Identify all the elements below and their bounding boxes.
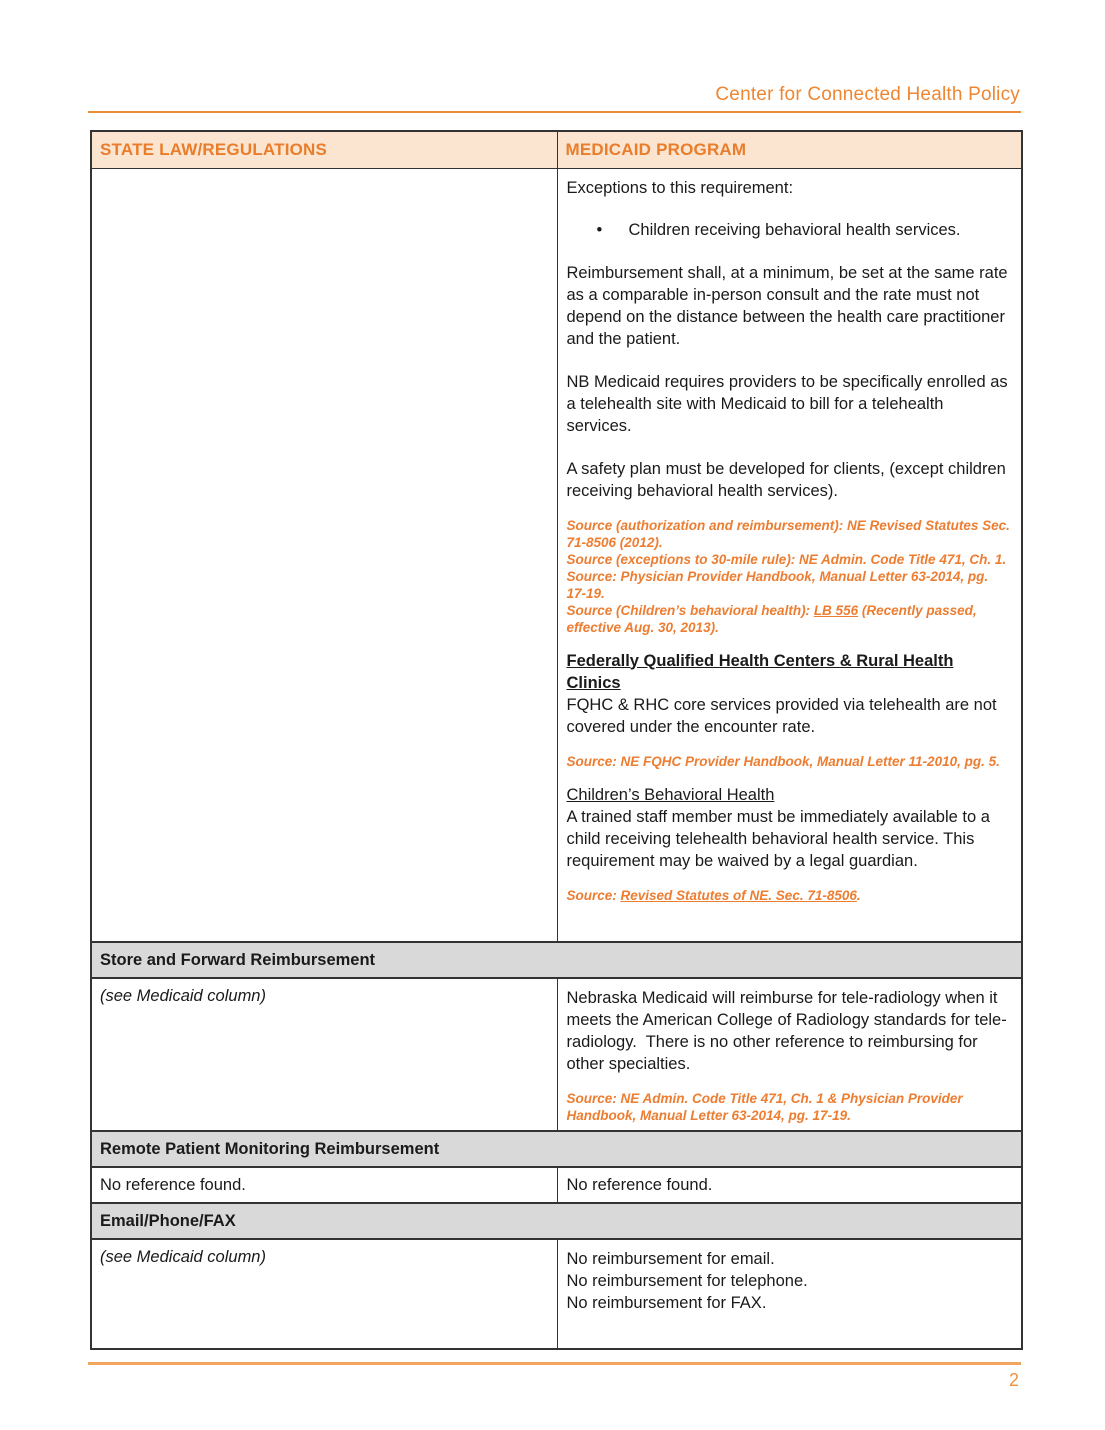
source-children-suffix: (Recently passed, effective Aug. 30, 2013). (566, 602, 977, 635)
state-law-cell (91, 168, 557, 942)
section-header-rpm: Remote Patient Monitoring Reimbursement (91, 1131, 1022, 1167)
email-medicaid-cell (557, 1239, 1022, 1349)
list-item (597, 219, 1012, 241)
store-forward-state-law-cell: (see Medicaid column) (91, 978, 557, 1131)
store-forward-medicaid-cell (557, 978, 1022, 1131)
fqhc-source-block (567, 753, 1012, 770)
exceptions-intro: Exceptions to this requirement: (566, 178, 794, 197)
page-title: Center for Connected Health Policy (715, 84, 1020, 105)
table-row-email-phone-fax (91, 1239, 1022, 1349)
section-row-rpm (91, 1131, 1022, 1167)
store-forward-body: Nebraska Medicaid will reimburse for tele-radiology when it meets the American College of Radiology standards for tele-radiology. There is no other reference to reimbursing for other specialties. (566, 989, 1007, 1073)
section-row-store-forward (91, 942, 1022, 978)
no-reimbursement-email: No reimbursement for email. (566, 1250, 775, 1268)
bullet-icon: • (596, 220, 603, 239)
section-header-store-forward: Store and Forward Reimbursement (91, 942, 1022, 978)
lb-556-link[interactable]: LB 556 (813, 602, 859, 618)
fqhc-heading: Federally Qualified Health Centers & Rural Health Clinics (566, 651, 954, 692)
cbh-source-suffix: . (856, 887, 861, 903)
source-children-prefix: Source (Children’s behavioral health): (566, 602, 814, 618)
table-row-store-forward (91, 978, 1022, 1131)
store-forward-source-block (567, 1090, 1012, 1124)
rpm-state-law-cell: No reference found. (91, 1167, 557, 1203)
fqhc-body: FQHC & RHC core services provided via telehealth are not covered under the encounter rate. (566, 695, 997, 736)
bullet-text: Children receiving behavioral health services. (628, 220, 961, 239)
column-header-medicaid-program: MEDICAID PROGRAM (557, 131, 1022, 168)
store-forward-source: Source: NE Admin. Code Title 471, Ch. 1 & Physician Provider Handbook, Manual Letter 63-2014, pg. 17-19. (566, 1091, 963, 1123)
source-physician-handbook: Source: Physician Provider Handbook, Manual Letter 63-2014, pg. 17-19. (566, 568, 989, 601)
cbh-source-block (567, 887, 1012, 904)
section-row-email-phone-fax (91, 1203, 1022, 1239)
source-citation-block (567, 517, 1012, 636)
email-state-law-cell: (see Medicaid column) (91, 1239, 557, 1349)
source-authorization: Source (authorization and reimbursement): NE Revised Statutes Sec. 71-8506 (2012). (566, 517, 1010, 550)
paragraph-reimbursement: Reimbursement shall, at a minimum, be set at the same rate as a comparable in-person consult and the rate must not depend on the distance between the health care practitioner and the patient. (566, 263, 1013, 348)
rpm-medicaid-cell: No reference found. (557, 1167, 1022, 1203)
paragraph-nb-medicaid: NB Medicaid requires providers to be specifically enrolled as a telehealth site with Medicaid to bill for a telehealth services. (566, 372, 1013, 435)
table-row-main (91, 168, 1022, 942)
cbh-source-prefix: Source: (566, 887, 621, 903)
cbh-block (567, 784, 1012, 872)
column-header-state-law: STATE LAW/REGULATIONS (91, 131, 557, 168)
header-divider (88, 111, 1021, 113)
medicaid-program-cell (557, 168, 1022, 942)
table-header-row (91, 131, 1022, 168)
fqhc-source: Source: NE FQHC Provider Handbook, Manual Letter 11-2010, pg. 5. (566, 753, 1000, 769)
no-reimbursement-fax: No reimbursement for FAX. (566, 1294, 767, 1312)
page-number: 2 (1008, 1370, 1019, 1390)
footer-divider (88, 1362, 1021, 1365)
paragraph-safety-plan: A safety plan must be developed for clients, (except children receiving behavioral health services). (566, 459, 1011, 500)
cbh-body: A trained staff member must be immediately available to a child receiving telehealth behavioral health service. This requirement may be waived by a legal guardian. (566, 807, 990, 870)
revised-statutes-link[interactable]: Revised Statutes of NE. Sec. 71-8506 (620, 887, 857, 903)
source-exceptions: Source (exceptions to 30-mile rule): NE Admin. Code Title 471, Ch. 1. (566, 551, 1007, 567)
policy-table (90, 130, 1023, 1350)
source-childrens-behavioral-health (567, 602, 1012, 636)
cbh-heading: Children’s Behavioral Health (566, 785, 775, 804)
table-row-rpm (91, 1167, 1022, 1203)
no-reimbursement-telephone: No reimbursement for telephone. (566, 1272, 808, 1290)
section-header-email-phone-fax: Email/Phone/FAX (91, 1203, 1022, 1239)
cbh-source (567, 887, 1012, 904)
